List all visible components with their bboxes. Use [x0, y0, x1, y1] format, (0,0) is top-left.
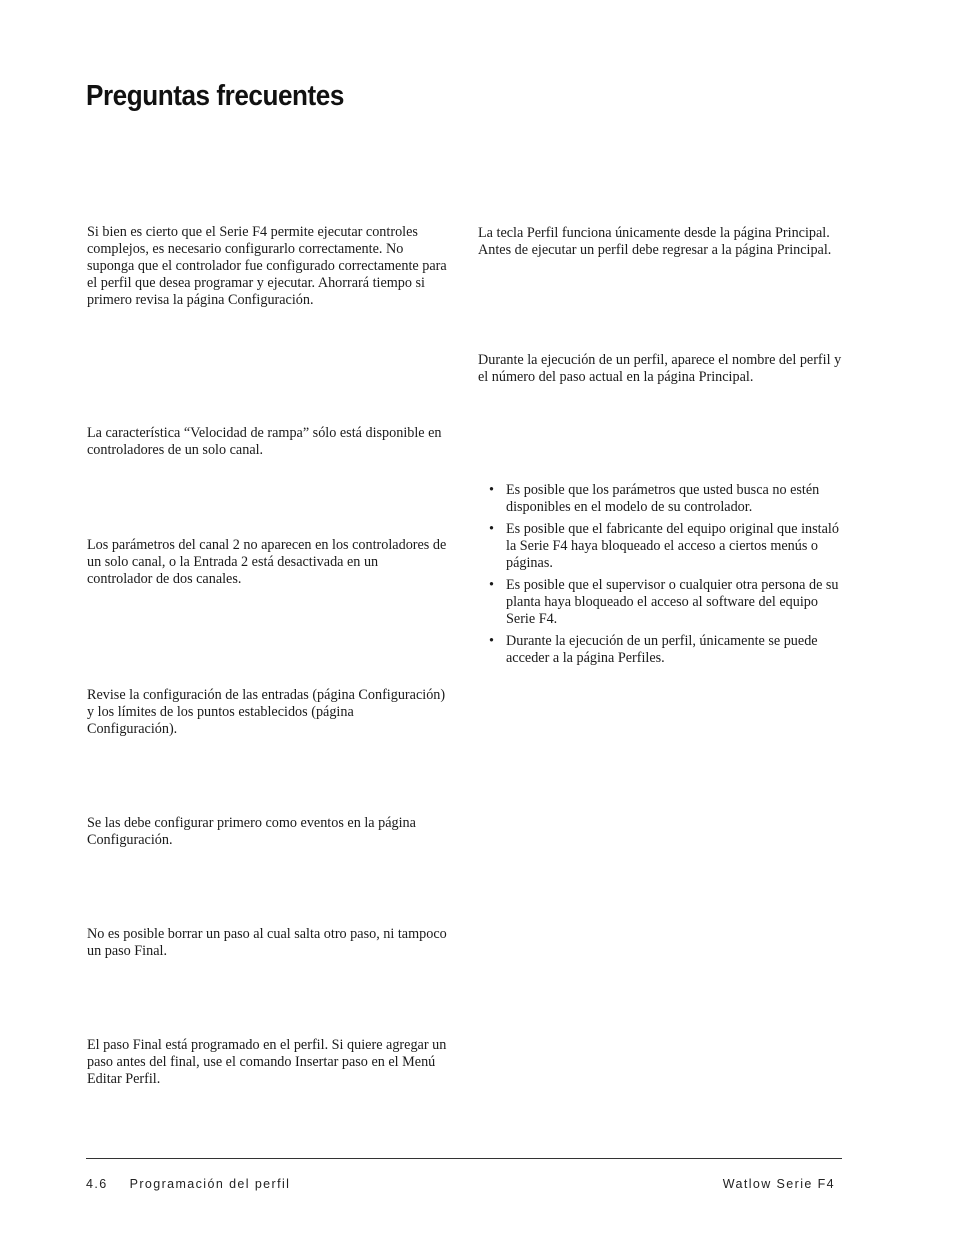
bullet-marker: • [489, 633, 494, 649]
answer-running-profile: Durante la ejecución de un perfil, aparece el nombre del perfil y el número del paso actual en la página Principal. [478, 352, 842, 385]
answer-events: Se las debe configurar primero como eventos en la página Configuración. [87, 815, 416, 848]
list-item [478, 633, 843, 667]
answer-ramp-rate: La característica “Velocidad de rampa” sólo está disponible en controladores de un solo canal. [87, 425, 442, 458]
answer-channel-2: Los parámetros del canal 2 no aparecen en los controladores de un solo canal, o la Entrada 2 está desactivada en un controlador de dos canales. [87, 537, 447, 587]
answer-profile-key: La tecla Perfil funciona únicamente desde la página Principal. Antes de ejecutar un perfil debe regresar a la página Principal. [478, 225, 832, 258]
answer-configuration: Si bien es cierto que el Serie F4 permite ejecutar controles complejos, es necesario configurarlo correctamente. No suponga que el controlador fue configurado correctamente para el perfil que desea programar y ejecutar. Ahorrará tiempo si primero revisa la página Configuración. [87, 224, 447, 308]
answer-delete-step: No es posible borrar un paso al cual salta otro paso, ni tampoco un paso Final. [87, 926, 447, 959]
list-item [478, 482, 843, 516]
footer-left [86, 1177, 290, 1191]
answer-input-limits: Revise la configuración de las entradas (página Configuración) y los límites de los puntos establecidos (página Configuración). [87, 687, 446, 737]
bullet-marker: • [489, 482, 494, 498]
bullet-marker: • [489, 521, 494, 537]
page-number: 4.6 [86, 1177, 108, 1191]
answer-end-step: El paso Final está programado en el perfil. Si quiere agregar un paso antes del final, use el comando Insertar paso en el Menú Editar Perfil. [87, 1037, 447, 1087]
bullet-text: Durante la ejecución de un perfil, únicamente se puede acceder a la página Perfiles. [506, 633, 818, 666]
footer-section: Programación del perfil [129, 1177, 291, 1191]
bullet-text: Es posible que los parámetros que usted busca no estén disponibles en el modelo de su controlador. [506, 482, 820, 515]
page-title: Preguntas frecuentes [86, 80, 344, 112]
list-item [478, 577, 843, 628]
bullet-marker: • [489, 577, 494, 593]
footer-product: Watlow Serie F4 [722, 1177, 835, 1191]
bullet-list [478, 482, 843, 672]
bullet-text: Es posible que el fabricante del equipo original que instaló la Serie F4 haya bloqueado el acceso a ciertos menús o páginas. [506, 521, 839, 571]
list-item [478, 521, 843, 572]
bullet-text: Es posible que el supervisor o cualquier otra persona de su planta haya bloqueado el acceso al software del equipo Serie F4. [506, 577, 839, 627]
footer-divider [86, 1158, 842, 1159]
